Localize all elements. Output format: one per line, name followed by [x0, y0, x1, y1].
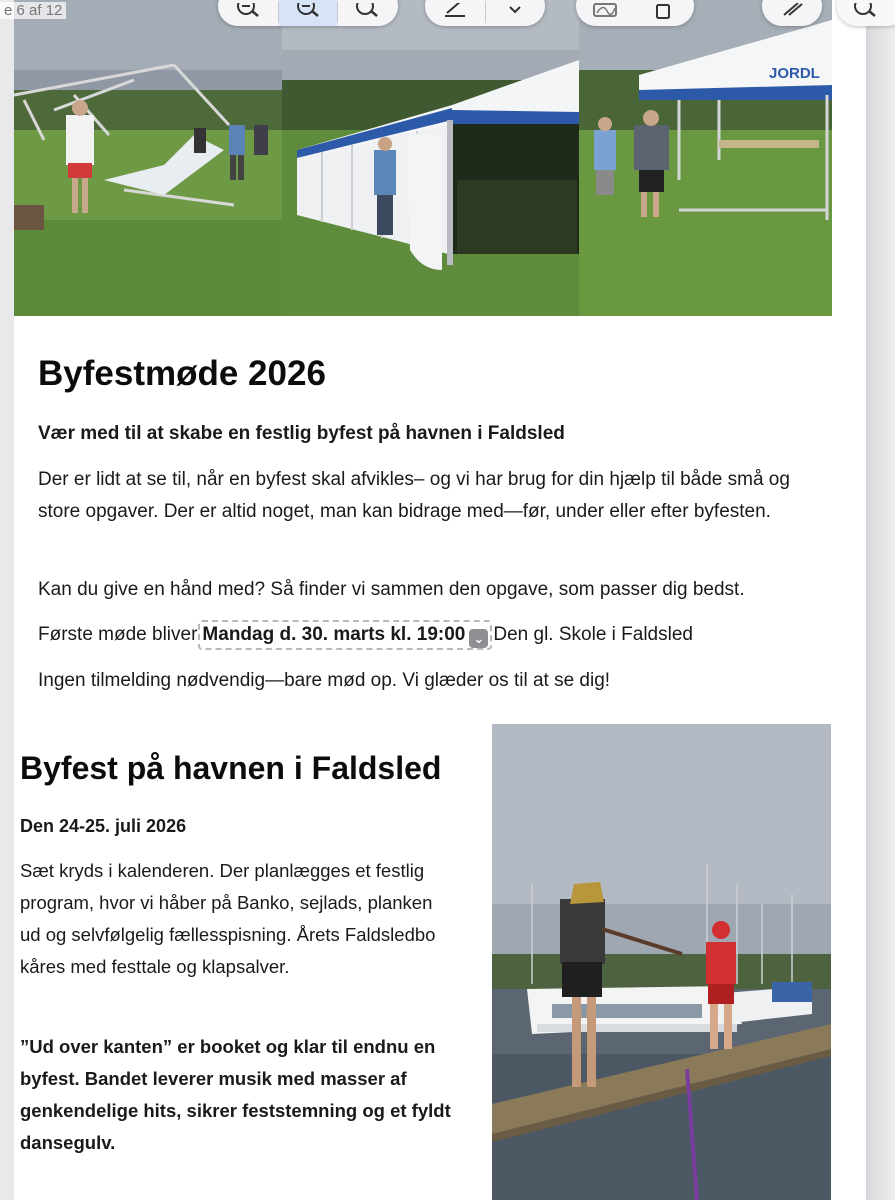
meeting-location: Den gl. Skole i Faldsled	[493, 624, 693, 645]
meeting-paragraph-1: Der er lidt at se til, når en byfest skal afvikles– og vi har brug for din hjælp til både små og store opgaver. Der er altid noget, man kan bidrage med—før, under eller efter byfesten.	[38, 469, 790, 522]
markup-button[interactable]	[425, 0, 485, 26]
meeting-paragraph-4: Ingen tilmelding nødvendig—bare mød op. Vi glæder os til at se dig!	[38, 670, 611, 691]
share-button[interactable]	[634, 0, 692, 26]
tent-sign-text: JORDL	[769, 65, 820, 82]
signature-icon	[591, 3, 619, 19]
magnifier-icon	[354, 3, 380, 19]
edit-toolbar	[762, 0, 822, 26]
meeting-prefix: Første møde bliver	[38, 624, 198, 645]
zoom-fit-button[interactable]	[338, 0, 396, 26]
photo-tent-raising	[579, 0, 832, 316]
meeting-date-line	[38, 619, 838, 651]
search-button[interactable]	[837, 0, 893, 26]
zoom-toolbar	[218, 0, 398, 26]
search-toolbar	[837, 0, 895, 26]
edit-icon	[780, 3, 804, 19]
meeting-subtitle: Vær med til at skabe en festlig byfest på havnen i Faldsled	[38, 423, 565, 444]
meeting-paragraph-2: Kan du give en hånd med? Så finder vi sammen den opgave, som passer dig bedst.	[38, 579, 745, 600]
zoom-out-button[interactable]	[218, 0, 278, 26]
calendar-chevron-icon[interactable]: ⌄	[469, 629, 488, 648]
festival-date: Den 24-25. juli 2026	[20, 816, 187, 836]
search-icon	[852, 3, 878, 19]
festival-title: Byfest på havnen i Faldsled	[20, 750, 442, 786]
sidebar-edge	[866, 0, 895, 1200]
markup-menu-button[interactable]	[486, 0, 544, 26]
annotate-toolbar	[576, 0, 694, 26]
share-icon	[653, 3, 673, 19]
page-indicator: e 6 af 12	[0, 2, 66, 19]
meeting-date: Mandag d. 30. marts kl. 19:00	[202, 624, 466, 645]
photo-plank-walk	[492, 724, 831, 1200]
edit-button[interactable]	[762, 0, 822, 26]
photo-tent-frame	[14, 0, 282, 316]
meeting-date-chip[interactable]	[198, 620, 492, 650]
zoom-out-icon	[235, 3, 261, 19]
meeting-title: Byfestmøde 2026	[38, 354, 326, 393]
pen-markup-icon	[441, 3, 469, 19]
markup-toolbar	[425, 0, 545, 26]
festival-paragraph-2: ”Ud over kanten” er booket og klar til endnu en byfest. Bandet leverer musik med masser af genkendelige hits, sikrer feststemning og et fyldt dansegulv.	[20, 1036, 451, 1153]
zoom-in-button[interactable]	[279, 0, 337, 26]
zoom-in-icon	[295, 3, 321, 19]
festival-paragraph-1: Sæt kryds i kalenderen. Der planlægges et festlig program, hvor vi håber på Banko, sejlads, planken ud og selvfølgelig fællesspisning. Årets Faldsledbo kåres med festtale og klapsalver.	[20, 860, 436, 977]
sign-button[interactable]	[576, 0, 634, 26]
chevron-down-icon	[507, 5, 523, 17]
photo-tent-sidewalls	[282, 0, 579, 316]
